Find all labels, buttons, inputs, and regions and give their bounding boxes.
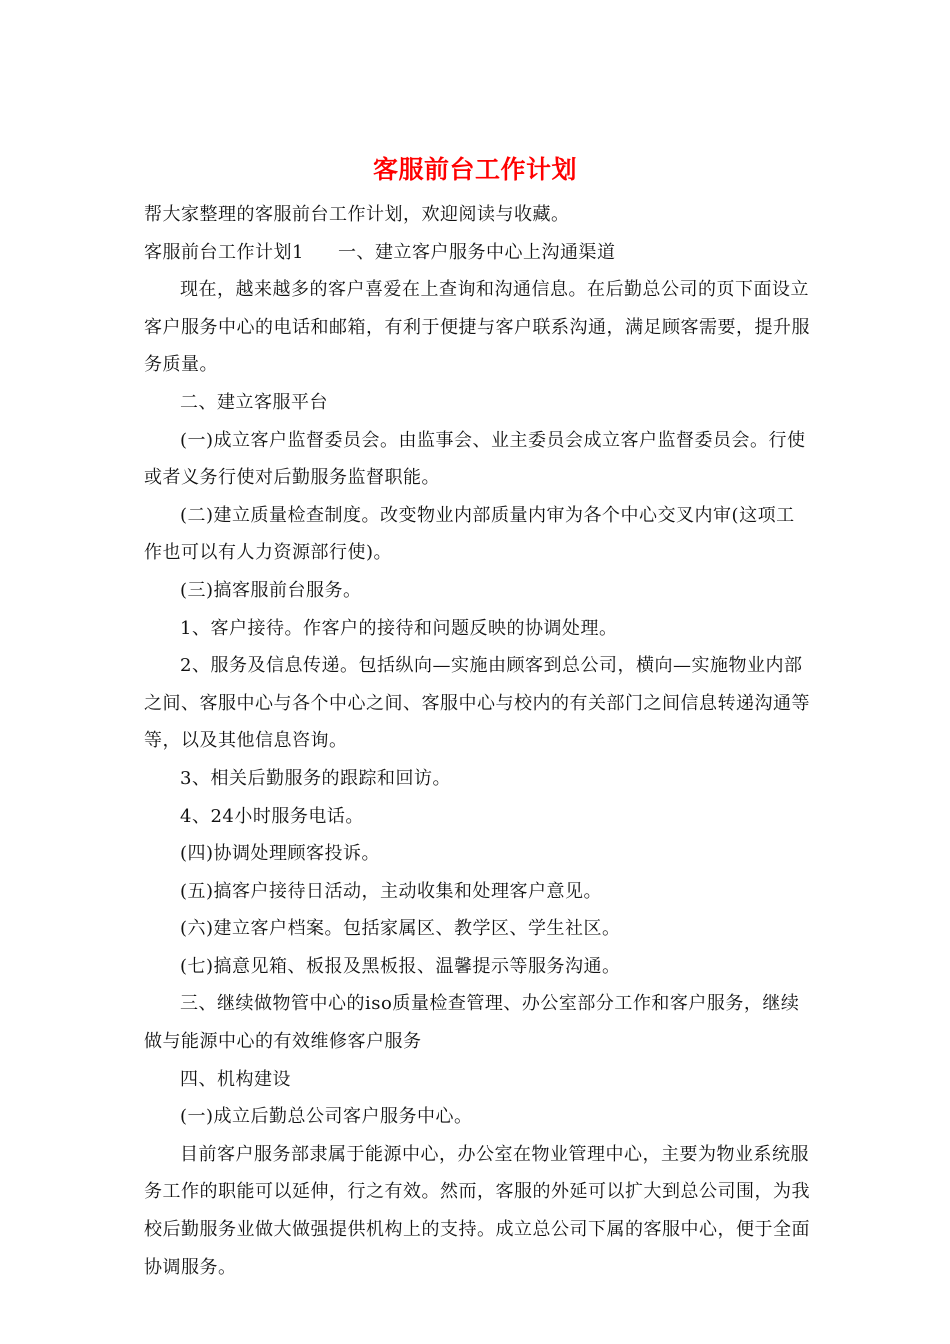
plan-label: 客服前台工作计划1 (144, 241, 304, 263)
paragraph: 目前客户服务部隶属于能源中心，办公室在物业管理中心，主要为物业系统服务工作的职能可以延伸，行之有效。然而，客服的外延可以扩大到总公司围，为我校后勤服务业做大做强提供机构上的支持。成立总公司下属的客服中心，便于全面协调服务。 (144, 1143, 810, 1278)
section-heading-1: 一、建立客户服务中心上沟通渠道 (337, 241, 616, 263)
paragraph: (二)建立质量检查制度。改变物业内部质量内审为各个中心交叉内审(这项工作也可以有人力资源部行使)。 (144, 504, 795, 564)
section-heading: 二、建立客服平台 (180, 391, 328, 413)
paragraph: (五)搞客户接待日活动，主动收集和处理客户意见。 (180, 880, 603, 902)
list-item: 3、相关后勤服务的跟踪和回访。 (180, 767, 451, 789)
plan-heading-line (144, 234, 812, 272)
paragraph: (三)搞客服前台服务。 (180, 579, 362, 601)
paragraph: 现在，越来越多的客户喜爱在上查询和沟通信息。在后勤总公司的页下面设立客户服务中心的电话和邮箱，有利于便捷与客户联系沟通，满足顾客需要，提升服务质量。 (144, 279, 810, 376)
section-heading: 四、机构建设 (180, 1068, 291, 1090)
document-title: 客服前台工作计划 (372, 155, 577, 184)
paragraph: (四)协调处理顾客投诉。 (180, 843, 381, 865)
list-item: 4、24小时服务电话。 (180, 805, 364, 827)
paragraph: (一)成立后勤总公司客户服务中心。 (180, 1106, 473, 1128)
intro-paragraph: 帮大家整理的客服前台工作计划，欢迎阅读与收藏。 (144, 204, 570, 225)
paragraph: (一)成立客户监督委员会。由监事会、业主委员会成立客户监督委员会。行使或者义务行使对后勤服务监督职能。 (144, 429, 806, 489)
paragraph: (六)建立客户档案。包括家属区、教学区、学生社区。 (180, 918, 621, 940)
list-item: 1、客户接待。作客户的接待和问题反映的协调处理。 (180, 617, 618, 639)
section-heading: 三、继续做物管中心的iso质量检查管理、办公室部分工作和客户服务，继续做与能源中心的有效维修客户服务 (144, 993, 800, 1053)
paragraph: (七)搞意见箱、板报及黑板报、温馨提示等服务沟通。 (180, 955, 621, 977)
document-body (144, 196, 812, 1286)
list-item: 2、服务及信息传递。包括纵向—实施由顾客到总公司，横向—实施物业内部之间、客服中心与各个中心之间、客服中心与校内的有关部门之间信息转递沟通等等，以及其他信息咨询。 (144, 655, 810, 752)
